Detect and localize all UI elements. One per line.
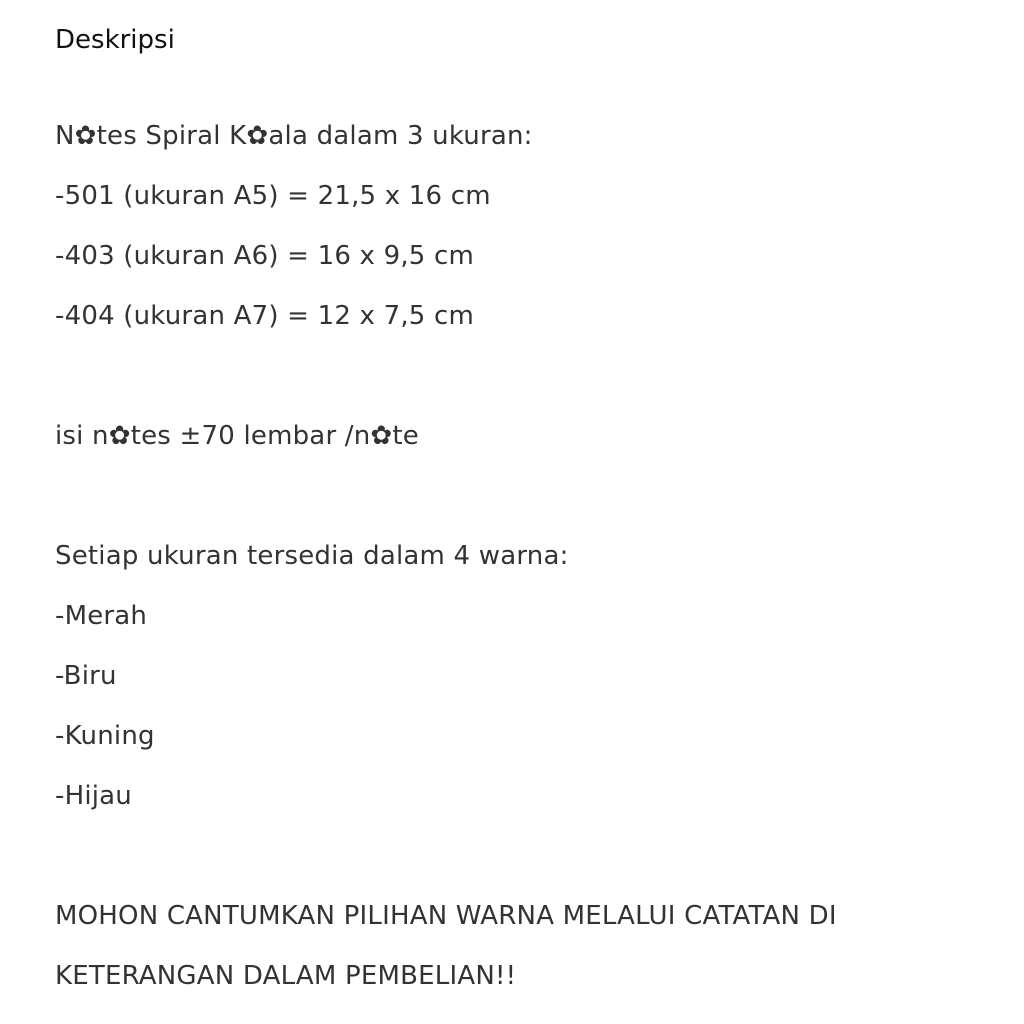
color-item: -Kuning bbox=[55, 721, 155, 751]
notice-line: MOHON CANTUMKAN PILIHAN WARNA MELALUI CATATAN DI bbox=[55, 901, 837, 931]
description-heading: Deskripsi bbox=[55, 25, 175, 55]
description-intro: N✿tes Spiral K✿ala dalam 3 ukuran: bbox=[55, 121, 533, 151]
colors-intro: Setiap ukuran tersedia dalam 4 warna: bbox=[55, 541, 569, 571]
color-item: -Hijau bbox=[55, 781, 132, 811]
notice-line: KETERANGAN DALAM PEMBELIAN!! bbox=[55, 961, 517, 991]
color-item: -Merah bbox=[55, 601, 148, 631]
size-item: -501 (ukuran A5) = 21,5 x 16 cm bbox=[55, 181, 491, 211]
color-item: -Biru bbox=[55, 661, 117, 691]
contents-info: isi n✿tes ±70 lembar /n✿te bbox=[55, 421, 420, 451]
size-item: -404 (ukuran A7) = 12 x 7,5 cm bbox=[55, 301, 475, 331]
size-item: -403 (ukuran A6) = 16 x 9,5 cm bbox=[55, 241, 475, 271]
